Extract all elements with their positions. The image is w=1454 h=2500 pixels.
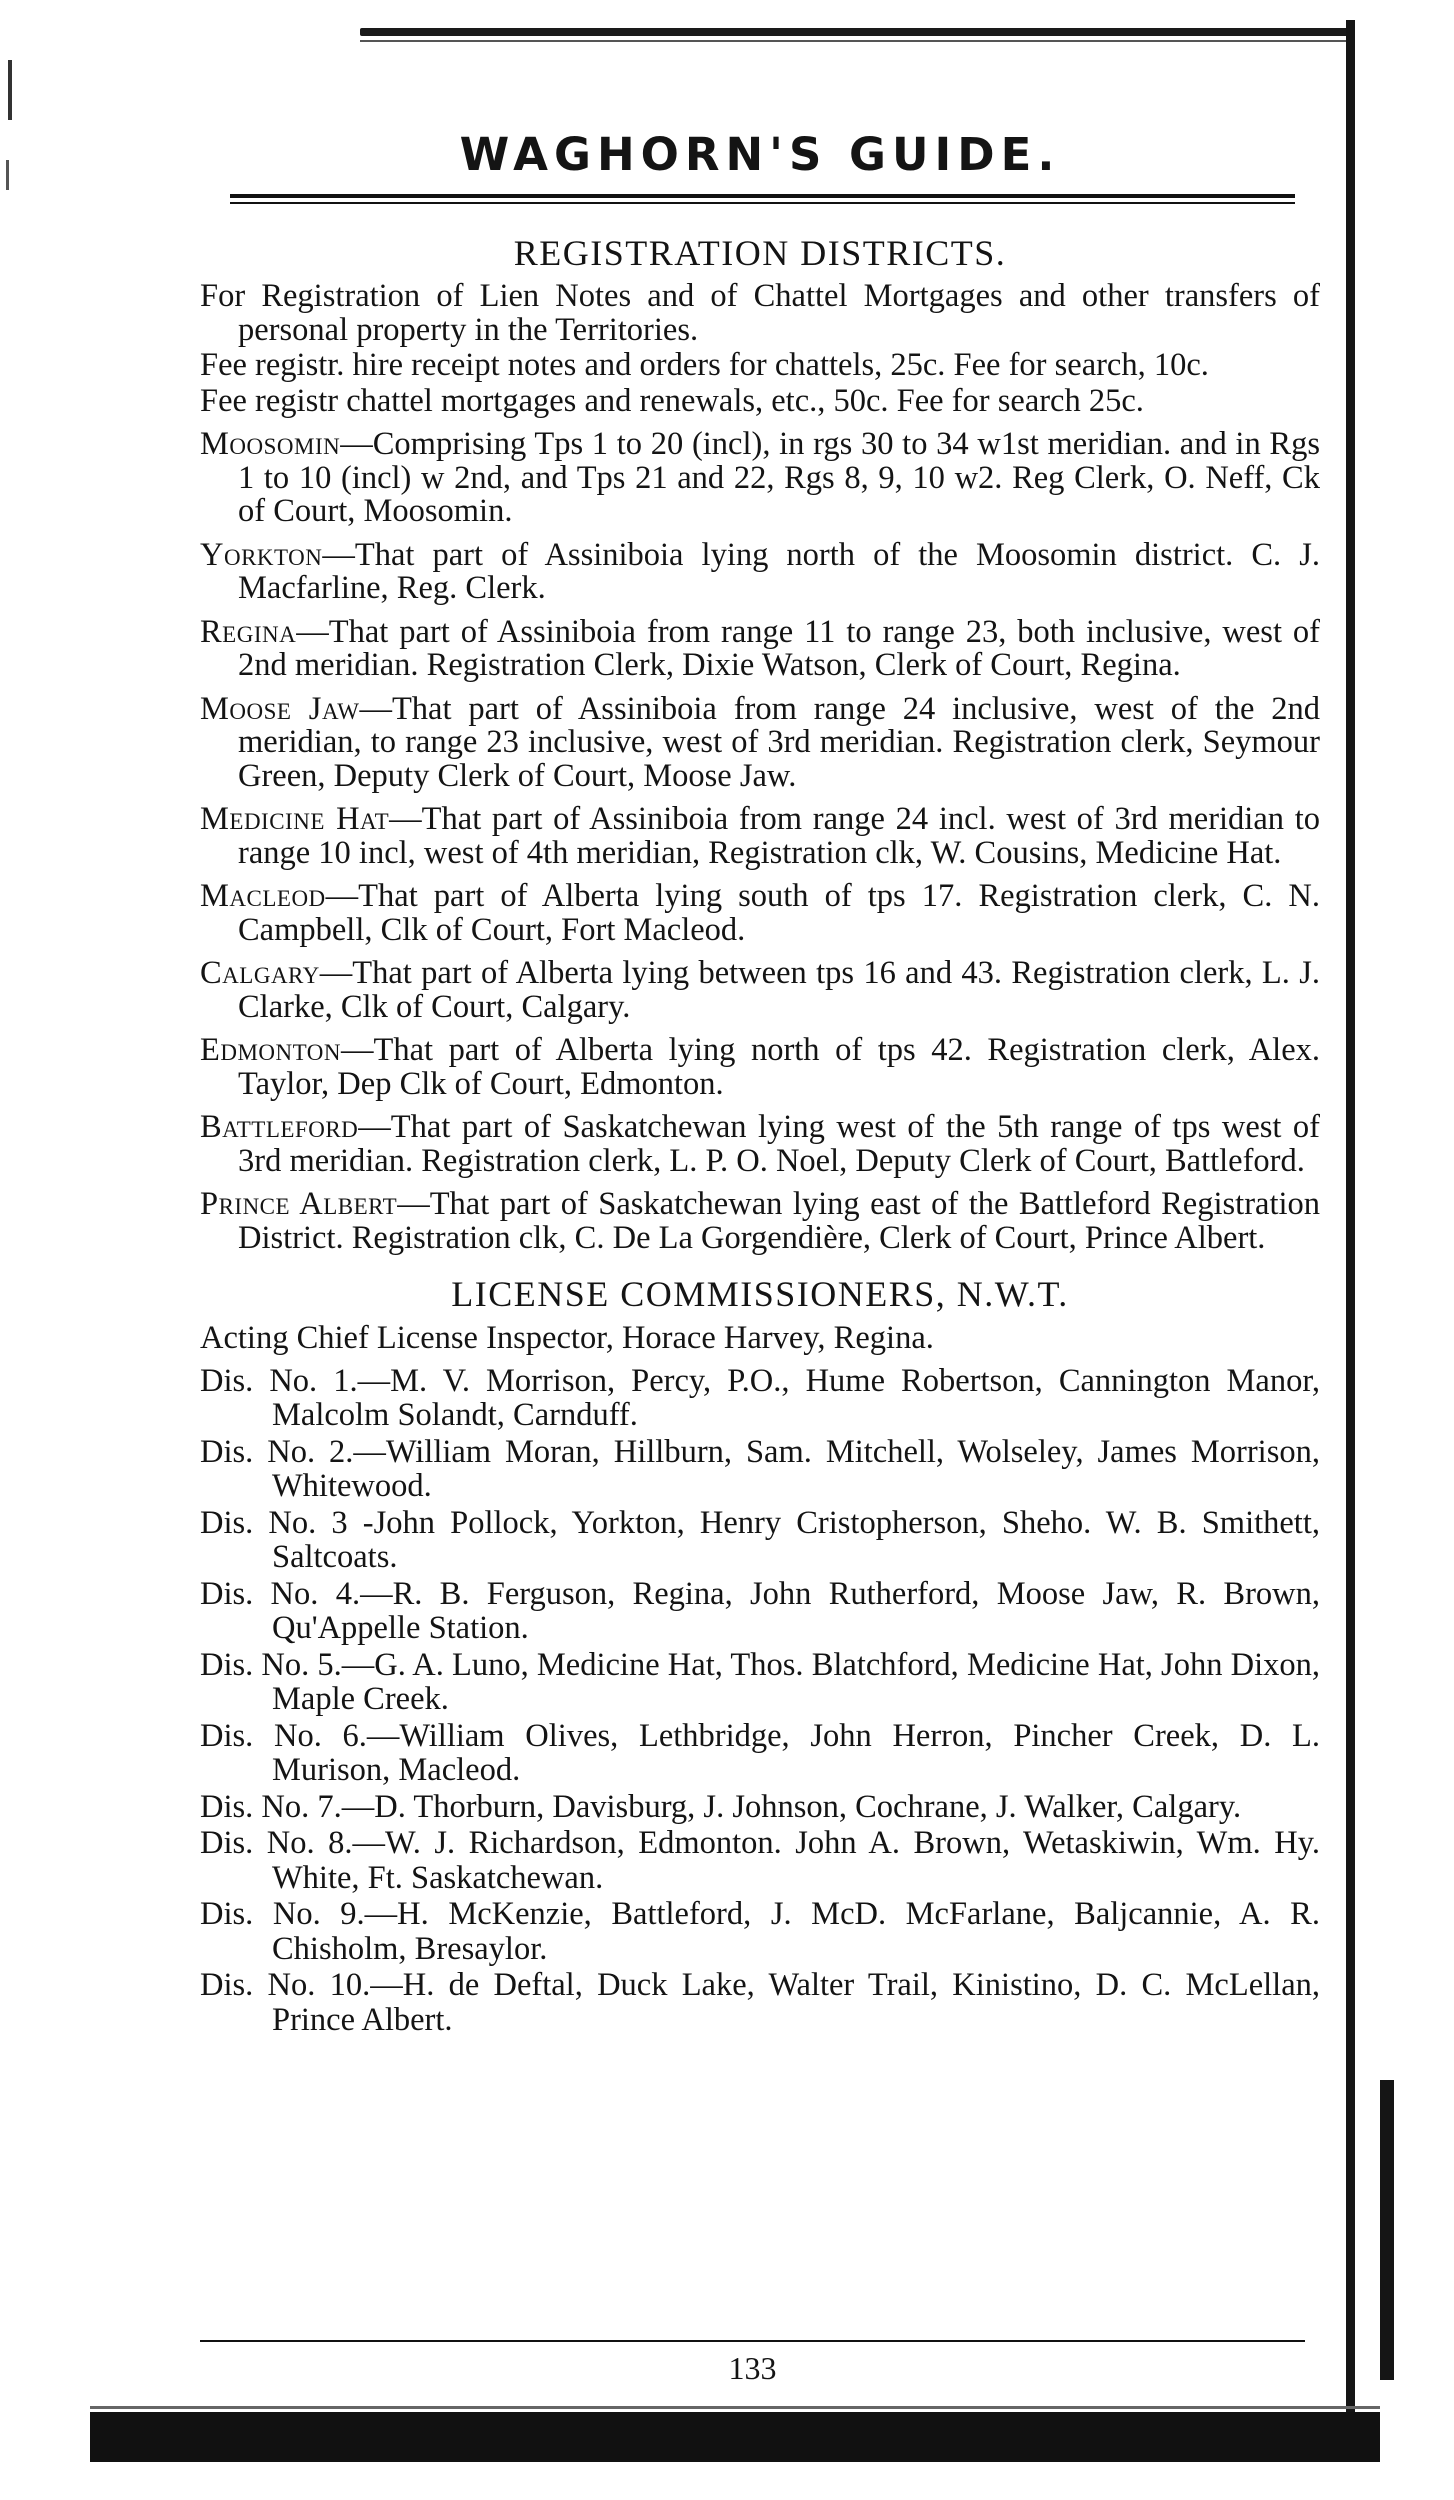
district-text: —That part of Saskatchewan lying east of the Battleford Registration District. Registration clk, C. De La Gorgendière, Clerk of Court, Prince Albert. [238,1186,1321,1256]
district-prince-albert [200,1188,1320,1255]
district-text: —That part of Alberta lying between tps 16 and 43. Registration clerk, L. J. Clarke, Clk of Court, Calgary. [238,955,1320,1025]
scan-edge-bottom-thin [90,2406,1380,2409]
district-text: —That part of Assiniboia from range 24 incl. west of 3rd meridian to range 10 incl, west of 4th meridian, Registration clk, W. Cousins, Medicine Hat. [238,801,1320,871]
registration-intro: For Registration of Lien Notes and of Chattel Mortgages and other transfers of personal property in the Territories. [200,278,1320,348]
district-edmonton [200,1034,1320,1101]
district-medicine-hat [200,803,1320,870]
district-name: Prince Albert [200,1186,398,1222]
district-calgary [200,957,1320,1024]
license-district-9: Dis. No. 9.—H. McKenzie, Battleford, J. McD. McFarlane, Baljcannie, A. R. Chisholm, Bresaylor. [200,1896,1320,1967]
registration-fee-hire: Fee registr. hire receipt notes and orders for chattels, 25c. Fee for search, 10c. [200,347,1209,383]
head-rule-thin [230,202,1295,204]
license-district-4: Dis. No. 4.—R. B. Ferguson, Regina, John Rutherford, Moose Jaw, R. Brown, Qu'Appelle Station. [200,1575,1320,1646]
page-number: 133 [728,2350,777,2386]
district-text: —Comprising Tps 1 to 20 (incl), in rgs 30 to 34 w1st meridian. and in Rgs 1 to 10 (incl) w 2nd, and Tps 21 and 22, Rgs 8, 9, 10 w2. Reg Clerk, O. Neff, Ck of Court, Moosomin. [238,426,1320,529]
license-district-7: Dis. No. 7.—D. Thorburn, Davisburg, J. Johnson, Cochrane, J. Walker, Calgary. [200,1788,1242,1825]
page-body [200,230,1320,2039]
scan-edge-left-mark [8,60,12,120]
license-district-8: Dis. No. 8.—W. J. Richardson, Edmonton. John A. Brown, Wetaskiwin, Wm. Hy. White, Ft. Saskatchewan. [200,1825,1320,1896]
head-rule-thick [230,194,1295,198]
district-name: Macleod [200,878,326,914]
district-name: Moose Jaw [200,690,360,727]
district-yorkton [200,536,1320,606]
registration-fee-chattel: Fee registr chattel mortgages and renewals, etc., 50c. Fee for search 25c. [200,382,1144,419]
district-moose-jaw [200,690,1320,794]
license-district-1: Dis. No. 1.—M. V. Morrison, Percy, P.O., Hume Robertson, Cannington Manor, Malcolm Solandt, Carnduff. [200,1362,1320,1433]
license-district-2: Dis. No. 2.—William Moran, Hillburn, Sam. Mitchell, Wolseley, James Morrison, Whitewood. [200,1433,1320,1504]
license-inspector: Acting Chief License Inspector, Horace Harvey, Regina. [200,1320,934,1356]
scan-edge-top [360,28,1350,36]
license-district-3: Dis. No. 3 -John Pollock, Yorkton, Henry Cristopherson, Sheho. W. B. Smithett, Saltcoats. [200,1504,1320,1575]
district-text: —That part of Assiniboia lying north of the Moosomin district. C. J. Macfarline, Reg. Clerk. [238,536,1320,606]
license-district-6: Dis. No. 6.—William Olives, Lethbridge, John Herron, Pincher Creek, D. L. Murison, Macleod. [200,1717,1320,1788]
district-name: Medicine Hat [200,801,390,837]
registration-title: REGISTRATION DISTRICTS. [513,233,1007,273]
district-name: Edmonton [200,1032,341,1068]
scan-edge-right [1346,20,1355,2460]
district-name: Calgary [200,955,320,991]
scan-edge-bottom [90,2412,1380,2462]
scan-edge-top-thin [360,40,1350,42]
footer-rule [200,2340,1305,2342]
district-text: —That part of Alberta lying south of tps 17. Registration clerk, C. N. Campbell, Clk of Court, Fort Macleod. [238,878,1320,948]
district-text: —That part of Alberta lying north of tps 42. Registration clerk, Alex. Taylor, Dep Clk of Court, Edmonton. [238,1032,1320,1102]
license-title: LICENSE COMMISSIONERS, N.W.T. [451,1274,1069,1314]
district-name: Moosomin [200,426,341,462]
district-battleford [200,1111,1320,1178]
scan-edge-left-mark-2 [6,160,9,190]
district-macleod [200,880,1320,947]
district-text: —That part of Assiniboia from range 24 inclusive, west of the 2nd meridian, to range 23 inclusive, west of 3rd meridian. Registration clerk, Seymour Green, Deputy Clerk of Court, Moose Jaw. [238,690,1320,794]
district-name: Regina [200,613,297,650]
running-head: WAGHORN'S GUIDE. [459,128,1061,181]
scan-edge-right-lower [1380,2080,1394,2380]
district-name: Yorkton [200,536,323,573]
license-district-5: Dis. No. 5.—G. A. Luno, Medicine Hat, Thos. Blatchford, Medicine Hat, John Dixon, Maple Creek. [200,1646,1320,1717]
district-text: —That part of Saskatchewan lying west of the 5th range of tps west of 3rd meridian. Registration clerk, L. P. O. Noel, Deputy Clerk of Court, Battleford. [238,1109,1320,1179]
district-moosomin [200,428,1320,529]
district-regina [200,613,1320,683]
district-name: Battleford [200,1109,359,1145]
license-district-10: Dis. No. 10.—H. de Deftal, Duck Lake, Walter Trail, Kinistino, D. C. McLellan, Prince Albert. [200,1967,1320,2038]
district-text: —That part of Assiniboia from range 11 to range 23, both inclusive, west of 2nd meridian. Registration Clerk, Dixie Watson, Clerk of Court, Regina. [238,613,1320,683]
